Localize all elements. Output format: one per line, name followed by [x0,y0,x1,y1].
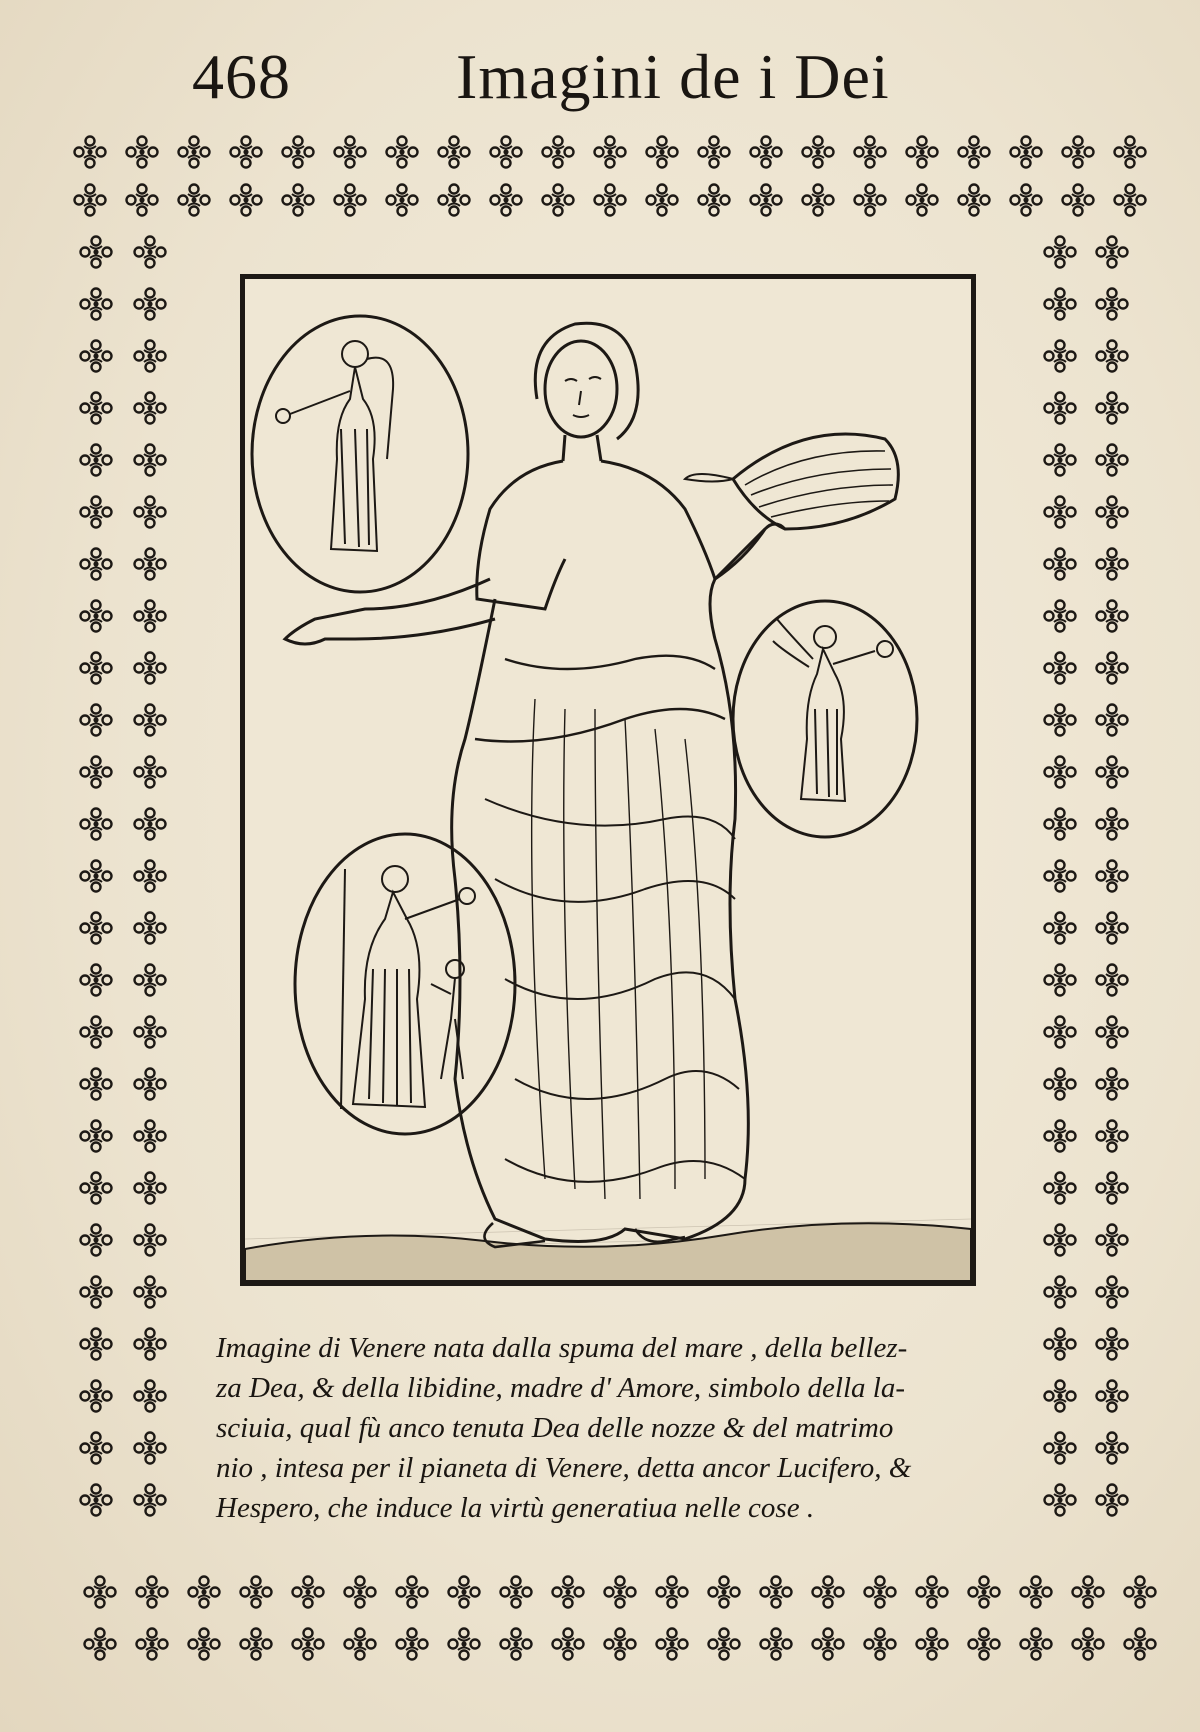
fleuron-ornament [1097,1173,1128,1204]
fleuron-ornament [1045,1173,1076,1204]
fleuron-ornament [135,1121,166,1152]
fleuron-ornament [647,185,678,216]
fleuron-ornament [231,185,262,216]
fleuron-ornament [1045,445,1076,476]
fleuron-ornament [761,1629,792,1660]
fleuron-ornament [1045,965,1076,996]
fleuron-ornament [553,1577,584,1608]
fleuron-ornament [1097,1017,1128,1048]
fleuron-ornament [1045,1017,1076,1048]
fleuron-ornament [231,137,262,168]
fleuron-ornament [501,1577,532,1608]
fleuron-ornament [1011,185,1042,216]
fleuron-ornament [135,653,166,684]
fleuron-ornament [1097,601,1128,632]
fleuron-ornament [135,237,166,268]
fleuron-ornament [803,137,834,168]
fleuron-ornament [907,185,938,216]
fleuron-ornament [969,1577,1000,1608]
fleuron-ornament [1097,1381,1128,1412]
fleuron-ornament [1045,1069,1076,1100]
fleuron-ornament [491,185,522,216]
fleuron-ornament [1011,137,1042,168]
medallion-right [733,601,917,837]
fleuron-ornament [127,185,158,216]
fleuron-ornament [387,137,418,168]
page-number: 468 [192,41,291,112]
fleuron-ornament [81,809,112,840]
fleuron-ornament [439,137,470,168]
fleuron-ornament [1097,705,1128,736]
fleuron-ornament [1115,137,1146,168]
fleuron-ornament [491,137,522,168]
fleuron-ornament [1045,861,1076,892]
fleuron-ornament [135,289,166,320]
medallion-bottom-left [295,834,515,1134]
fleuron-ornament [1045,601,1076,632]
fleuron-ornament [81,653,112,684]
fleuron-ornament [1097,1485,1128,1516]
fleuron-ornament [135,341,166,372]
fleuron-ornament [135,705,166,736]
fleuron-ornament [135,809,166,840]
fleuron-ornament [1045,1381,1076,1412]
fleuron-ornament [293,1629,324,1660]
fleuron-ornament [135,1329,166,1360]
fleuron-ornament [699,185,730,216]
fleuron-ornament [709,1577,740,1608]
fleuron-ornament [1097,913,1128,944]
fleuron-ornament [1045,341,1076,372]
fleuron-ornament [1045,497,1076,528]
fleuron-ornament [1115,185,1146,216]
fleuron-ornament [553,1629,584,1660]
fleuron-ornament [647,137,678,168]
fleuron-ornament [543,185,574,216]
fleuron-ornament [959,137,990,168]
fleuron-ornament [1097,653,1128,684]
fleuron-ornament [813,1629,844,1660]
fleuron-ornament [75,185,106,216]
fleuron-ornament [1097,549,1128,580]
fleuron-ornament [865,1577,896,1608]
fleuron-ornament [657,1577,688,1608]
fleuron-ornament [81,965,112,996]
fleuron-ornament [1045,1329,1076,1360]
fleuron-ornament [335,137,366,168]
fleuron-ornament [135,1225,166,1256]
fleuron-ornament [397,1629,428,1660]
fleuron-ornament [137,1577,168,1608]
fleuron-ornament [1097,497,1128,528]
fleuron-ornament [127,137,158,168]
fleuron-ornament [1063,137,1094,168]
running-title: Imagini de i Dei [456,41,890,112]
fleuron-ornament [241,1577,272,1608]
fleuron-ornament [1097,809,1128,840]
fleuron-ornament [1097,1121,1128,1152]
fleuron-ornament [1045,1225,1076,1256]
fleuron-ornament [189,1577,220,1608]
fleuron-ornament [449,1629,480,1660]
fleuron-ornament [81,1381,112,1412]
fleuron-ornament [1125,1577,1156,1608]
fleuron-ornament [81,601,112,632]
fleuron-ornament [1045,913,1076,944]
fleuron-ornament [855,137,886,168]
fleuron-ornament [81,1277,112,1308]
fleuron-ornament [81,1329,112,1360]
fleuron-ornament [81,289,112,320]
fleuron-ornament [189,1629,220,1660]
fleuron-ornament [1073,1629,1104,1660]
fleuron-ornament [1045,1277,1076,1308]
fleuron-ornament [345,1577,376,1608]
fleuron-ornament [135,913,166,944]
fleuron-ornament [449,1577,480,1608]
fleuron-ornament [709,1629,740,1660]
fleuron-ornament [1073,1577,1104,1608]
fleuron-ornament [1045,757,1076,788]
fleuron-ornament [335,185,366,216]
fleuron-ornament [1097,1069,1128,1100]
fleuron-ornament [1097,861,1128,892]
fleuron-ornament [543,137,574,168]
fleuron-ornament [81,549,112,580]
fleuron-ornament [751,185,782,216]
fleuron-ornament [1125,1629,1156,1660]
fleuron-ornament [81,913,112,944]
fleuron-ornament [179,137,210,168]
fleuron-ornament [595,185,626,216]
fleuron-ornament [1045,393,1076,424]
caption-line: Imagine di Venere nata dalla spuma del mare , della bellez- [216,1332,908,1364]
fleuron-ornament [85,1629,116,1660]
fleuron-ornament [1045,653,1076,684]
fleuron-ornament [135,861,166,892]
fleuron-ornament [81,237,112,268]
fleuron-ornament [1097,965,1128,996]
fleuron-ornament [81,1225,112,1256]
fleuron-ornament [81,393,112,424]
caption-line: nio , intesa per il pianeta di Venere, detta ancor Lucifero, & [216,1452,912,1484]
fleuron-ornament [135,601,166,632]
fleuron-ornament [1045,549,1076,580]
fleuron-ornament [81,1173,112,1204]
fleuron-ornament [81,1121,112,1152]
fleuron-ornament [1097,1329,1128,1360]
fleuron-ornament [85,1577,116,1608]
fleuron-ornament [81,1485,112,1516]
fleuron-ornament [1097,341,1128,372]
fleuron-ornament [135,1381,166,1412]
fleuron-ornament [135,1069,166,1100]
caption-line: Hespero, che induce la virtù generatiua nelle cose . [216,1492,815,1524]
medallion-top-left [252,316,468,592]
fleuron-ornament [135,549,166,580]
fleuron-ornament [1045,1433,1076,1464]
fleuron-ornament [135,393,166,424]
caption-line: za Dea, & della libidine, madre d' Amore, simbolo della la- [216,1372,905,1404]
fleuron-ornament [1021,1629,1052,1660]
fleuron-ornament [1063,185,1094,216]
fleuron-ornament [241,1629,272,1660]
fleuron-ornament [75,137,106,168]
fleuron-ornament [1045,289,1076,320]
fleuron-ornament [751,137,782,168]
fleuron-ornament [1097,1277,1128,1308]
fleuron-ornament [81,1069,112,1100]
fleuron-ornament [135,965,166,996]
fleuron-ornament [81,497,112,528]
fleuron-ornament [135,1485,166,1516]
fleuron-ornament [1097,757,1128,788]
fleuron-ornament [135,1277,166,1308]
fleuron-ornament [865,1629,896,1660]
fleuron-ornament [81,1017,112,1048]
fleuron-ornament [81,1433,112,1464]
fleuron-ornament [657,1629,688,1660]
fleuron-ornament [917,1577,948,1608]
fleuron-ornament [605,1577,636,1608]
fleuron-ornament [959,185,990,216]
fleuron-ornament [81,341,112,372]
fleuron-ornament [1097,445,1128,476]
fleuron-ornament [917,1629,948,1660]
fleuron-ornament [283,185,314,216]
fleuron-ornament [1045,237,1076,268]
fleuron-ornament [439,185,470,216]
fleuron-ornament [1045,1121,1076,1152]
fleuron-ornament [1097,393,1128,424]
fleuron-ornament [293,1577,324,1608]
fleuron-ornament [135,757,166,788]
fleuron-ornament [283,137,314,168]
fleuron-ornament [1097,237,1128,268]
fleuron-ornament [81,705,112,736]
fleuron-ornament [179,185,210,216]
fleuron-ornament [907,137,938,168]
fleuron-ornament [397,1577,428,1608]
fleuron-ornament [813,1577,844,1608]
fleuron-ornament [1021,1577,1052,1608]
fleuron-ornament [135,497,166,528]
caption-line: sciuia, qual fù anco tenuta Dea delle nozze & del matrimo [216,1412,894,1444]
woodcut-illustration [240,274,976,1286]
fleuron-ornament [501,1629,532,1660]
fleuron-ornament [803,185,834,216]
fleuron-ornament [1045,705,1076,736]
fleuron-ornament [135,445,166,476]
fleuron-ornament [135,1173,166,1204]
fleuron-ornament [1045,809,1076,840]
figure-caption [216,1328,1028,1528]
fleuron-ornament [135,1017,166,1048]
fleuron-ornament [605,1629,636,1660]
fleuron-ornament [1097,1225,1128,1256]
fleuron-ornament [761,1577,792,1608]
fleuron-ornament [699,137,730,168]
fleuron-ornament [81,861,112,892]
fleuron-ornament [135,1433,166,1464]
fleuron-ornament [1097,1433,1128,1464]
fleuron-ornament [137,1629,168,1660]
fleuron-ornament [81,757,112,788]
fleuron-ornament [81,445,112,476]
fleuron-ornament [1045,1485,1076,1516]
fleuron-ornament [345,1629,376,1660]
fleuron-ornament [855,185,886,216]
fleuron-ornament [1097,289,1128,320]
fleuron-ornament [387,185,418,216]
fleuron-ornament [595,137,626,168]
fleuron-ornament [969,1629,1000,1660]
